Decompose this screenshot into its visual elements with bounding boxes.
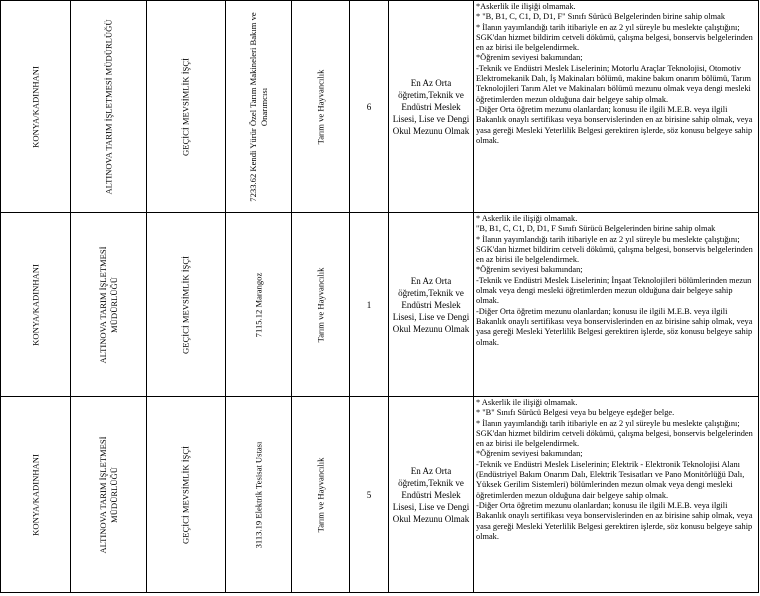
count-cell: 1 (350, 213, 389, 397)
count-cell: 5 (350, 397, 389, 593)
requirement-line: * Askerlik ile ilişiği olmamak. (476, 398, 578, 407)
employment-type-text: GEÇİCİ MEVSİMLİK İŞÇİ (180, 57, 191, 156)
requirement-line: -Teknik ve Endüstri Meslek Liselerinin; Motorlu Araçlar Teknolojisi, Otomotiv Elektromekanik Dalı, İş Makinaları bölümü, makine bakım onarım bölümü, Tarım Teknolojileri Tarım Alet ve Makinaları bölümü mezunu olmak veya dengi mesleki öğretimlerden mezun olduğuna dair belgeye sahip olmak. (476, 63, 752, 104)
requirement-line: * "B, B1, C, C1, D, D1, F" Sınıfı Sürücü Belgelerinden birine sahip olmak (476, 12, 725, 22)
requirement-line: -Teknik ve Endüstri Meslek Liselerinin; Elektrik - Elektronik Teknolojisi Alanı (Endüstriyel Bakım Onarım Dalı, Elektrik Tesisatları ve Pano Monitörlüğü Dalı, Yüksek Gerilim Sistemleri) bölümlerinden mezun olmak veya dengi mesleki öğretimlerden mezun olduğuna dair belgeye sahip olmak. (476, 459, 745, 500)
institution-cell (71, 397, 147, 593)
province-cell (1, 1, 71, 213)
count-cell: 6 (350, 1, 389, 213)
requirement-line: *Askerlik ile ilişiği olmamak. (476, 2, 576, 11)
occupation-cell (226, 1, 292, 213)
requirement-line: -Diğer Orta öğretim mezunu olanlardan; konusu ile ilgili M.E.B. veya ilgili Bakanlık onaylı sertifikası veya bonservislerinden en az birisine sahip olmak, veya yasa gereği Mesleki Yeterlilik Belgesi gerektiren işlerde, söz konusu belgeye sahip olmak. (476, 306, 753, 347)
occupation-cell (226, 213, 292, 397)
requirements-cell (474, 1, 759, 213)
education-cell: En Az Orta öğretim,Teknik ve Endüstri Meslek Lisesi, Lise ve Dengi Okul Mezunu Olmak (389, 213, 474, 397)
requirement-line: * İlanın yayımlandığı tarih itibariyle en az 2 yıl süreyle bu meslekte çalıştığını; SGK'dan hizmet bildirim cetveli dökümü, çalışma belgesi, bonservis belgelerinden en az birisi ile belgelendirmek. (476, 22, 753, 53)
occupation-text: 3113.19 Elektrik Tesisat Ustası (253, 441, 263, 548)
province-cell (1, 213, 71, 397)
employment-type-cell (147, 397, 226, 593)
sector-cell (292, 213, 350, 397)
requirement-line: * İlanın yayımlandığı tarih itibariyle en az 2 yıl süreyle bu meslekte çalıştığını; SGK'dan hizmet bildirim cetveli dökümü, çalışma belgesi, bonservis belgelerinden en az birisi ile belgelendirmek. (476, 234, 753, 265)
employment-type-cell (147, 213, 226, 397)
requirement-line: *Öğrenim seviyesi bakımından; (476, 265, 583, 275)
requirement-line: "B, B1, C, C1, D, D1, F Sınıfı Sürücü Belgelerinden birine sahip olmak (476, 224, 716, 234)
institution-cell (71, 1, 147, 213)
sector-text: Tarım ve Hayvancılık (315, 267, 325, 342)
requirement-line: * Askerlik ile ilişiği olmamak. (476, 214, 578, 223)
institution-text: ALTINOVA TARIM İŞLETMESİ MÜDÜRLÜĞÜ (97, 245, 119, 364)
requirement-line: *Öğrenim seviyesi bakımından; (476, 449, 583, 459)
requirement-line: -Diğer Orta öğretim mezunu olanlardan; konusu ile ilgili M.E.B. veya ilgili Bakanlık onaylı sertifikası veya bonservislerinden en az birisine sahip olmak, veya yasa gereği Mesleki Yeterlilik Belgesi gerektiren işlerde, söz konusu belgeye sahip olmak. (476, 500, 753, 541)
employment-type-text: GEÇİCİ MEVSİMLİK İŞÇİ (180, 255, 191, 354)
table-row (1, 397, 759, 593)
occupation-text: 7233.62 Kendi Yürür Özel Tarım Makineleri Bakım ve Onarımcısı (247, 11, 269, 202)
requirements-cell (474, 213, 759, 397)
province-text: KONYA/KADINHANI (30, 65, 40, 148)
requirement-line: -Teknik ve Endüstri Meslek Liselerinin; İnşaat Teknolojileri bölümlerinden mezun olmak veya dengi mesleki öğretimlerden mezun olduğuna dair belgeye sahip olmak. (476, 275, 752, 306)
province-text: KONYA/KADINHANI (30, 263, 40, 346)
table-row (1, 213, 759, 397)
institution-text: ALTINOVA TARIM İŞLETMESİ MÜDÜRLÜĞÜ (97, 435, 119, 554)
requirement-line: -Diğer Orta öğretim mezunu olanlardan; konusu ile ilgili M.E.B. veya ilgili Bakanlık onaylı sertifikası veya bonservislerinden en az birisine sahip olmak, veya yasa gereği Mesleki Yeterlilik Belgesi gerektiren işlerde, söz konusu belgeye sahip olmak. (476, 104, 753, 145)
sector-text: Tarım ve Hayvancılık (315, 457, 325, 532)
requirement-line: *Öğrenim seviyesi bakımından; (476, 53, 583, 63)
province-cell (1, 397, 71, 593)
education-cell: En Az Orta öğretim,Teknik ve Endüstri Meslek Lisesi, Lise ve Dengi Okul Mezunu Olmak (389, 397, 474, 593)
institution-text: ALTINOVA TARIM İŞLETMESİ MÜDÜRLÜĞÜ (103, 18, 113, 195)
sector-cell (292, 1, 350, 213)
employment-type-cell (147, 1, 226, 213)
requirement-line: * "B" Sınıfı Sürücü Belgesi veya bu belgeye eşdeğer belge. (476, 408, 675, 418)
occupation-text: 7115.12 Marangoz (253, 272, 263, 337)
occupation-cell (226, 397, 292, 593)
sector-text: Tarım ve Hayvancılık (315, 69, 325, 144)
education-cell: En Az Orta öğretim,Teknik ve Endüstri Meslek Lisesi, Lise ve Dengi Okul Mezunu Olmak (389, 1, 474, 213)
employment-type-text: GEÇİCİ MEVSİMLİK İŞÇİ (180, 445, 191, 544)
institution-cell (71, 213, 147, 397)
table-row (1, 1, 759, 213)
sector-cell (292, 397, 350, 593)
requirement-line: * İlanın yayımlandığı tarih itibariyle en az 2 yıl süreyle bu meslekte çalıştığını; SGK'dan hizmet bildirim cetveli dökümü, çalışma belgesi, bonservis belgelerinden en az birisi ile belgelendirmek. (476, 418, 753, 449)
province-text: KONYA/KADINHANI (30, 453, 40, 536)
requirements-cell (474, 397, 759, 593)
